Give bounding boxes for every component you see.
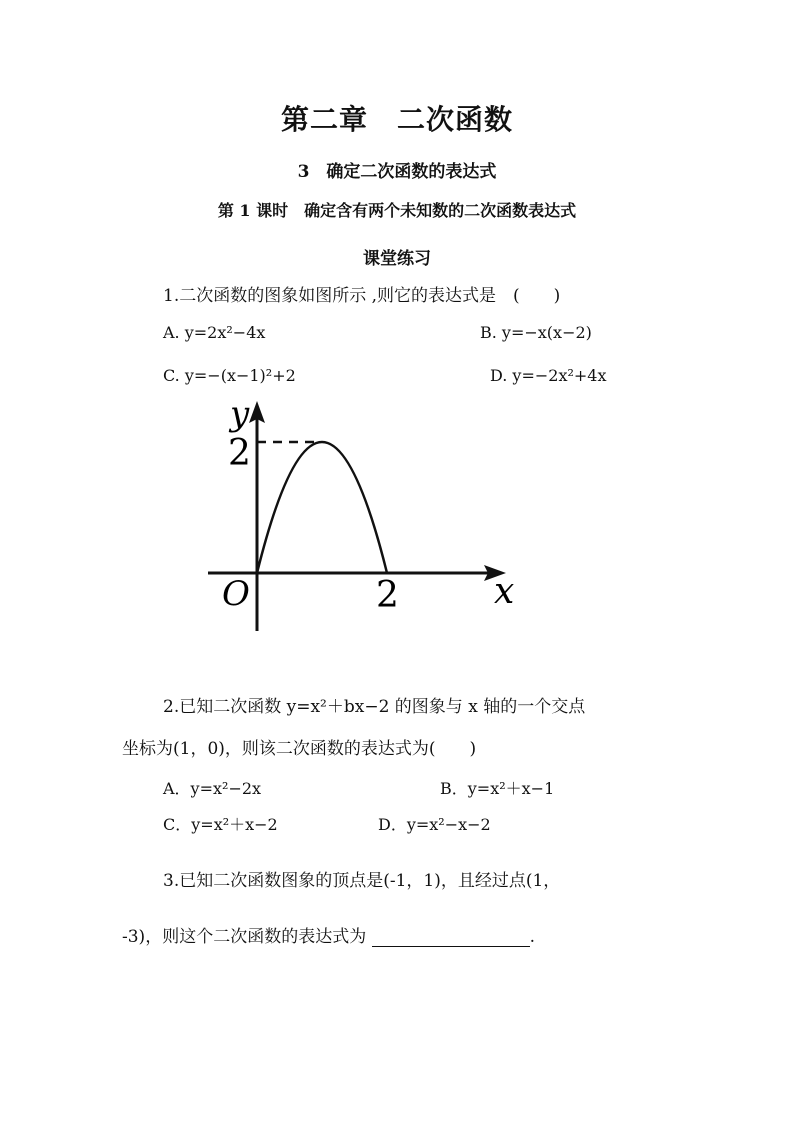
- q1-parabola-figure: [200, 395, 520, 640]
- lesson-title: 第 1 课时 确定含有两个未知数的二次函数表达式: [217, 201, 577, 220]
- q3-answer-blank[interactable]: [372, 928, 530, 947]
- q3-line2-wrap: [122, 922, 535, 947]
- y-tick-label: 2: [228, 433, 251, 474]
- q2-option-d: D．y=x²−x−2: [378, 815, 491, 834]
- origin-label: O: [222, 574, 250, 614]
- q2-option-a: A．y=x²−2x: [163, 779, 262, 798]
- section-title: 3 确定二次函数的表达式: [297, 162, 497, 182]
- q1-option-d: D. y=−2x²+4x: [490, 366, 607, 385]
- q3-period: .: [529, 927, 536, 947]
- practice-heading: 课堂练习: [363, 249, 431, 269]
- q1-option-b: B. y=−x(x−2): [480, 323, 592, 342]
- x-axis-label: x: [494, 571, 515, 612]
- chapter-title: 第二章 二次函数: [280, 103, 513, 136]
- q3-line1: 3.已知二次函数图象的顶点是(-1，1)，且经过点(1，: [163, 871, 561, 891]
- x-tick-label: 2: [376, 575, 399, 616]
- q3-line2: -3)，则这个二次函数的表达式为: [122, 927, 367, 947]
- q2-line2: 坐标为(1，0)，则该二次函数的表达式为( ): [122, 739, 477, 759]
- q2-option-b: B．y=x²＋x−1: [440, 779, 555, 798]
- q1-option-a: A. y=2x²−4x: [163, 323, 266, 342]
- q1-option-c: C. y=−(x−1)²+2: [163, 366, 296, 385]
- parabola-curve: [257, 442, 387, 573]
- y-axis-label: y: [230, 395, 250, 434]
- q1-stem: 1.二次函数的图象如图所示 ,则它的表达式是 ( ): [163, 286, 561, 306]
- q2-line1: 2.已知二次函数 y=x²＋bx−2 的图象与 x 轴的一个交点: [163, 697, 586, 717]
- q2-option-c: C．y=x²＋x−2: [163, 815, 278, 834]
